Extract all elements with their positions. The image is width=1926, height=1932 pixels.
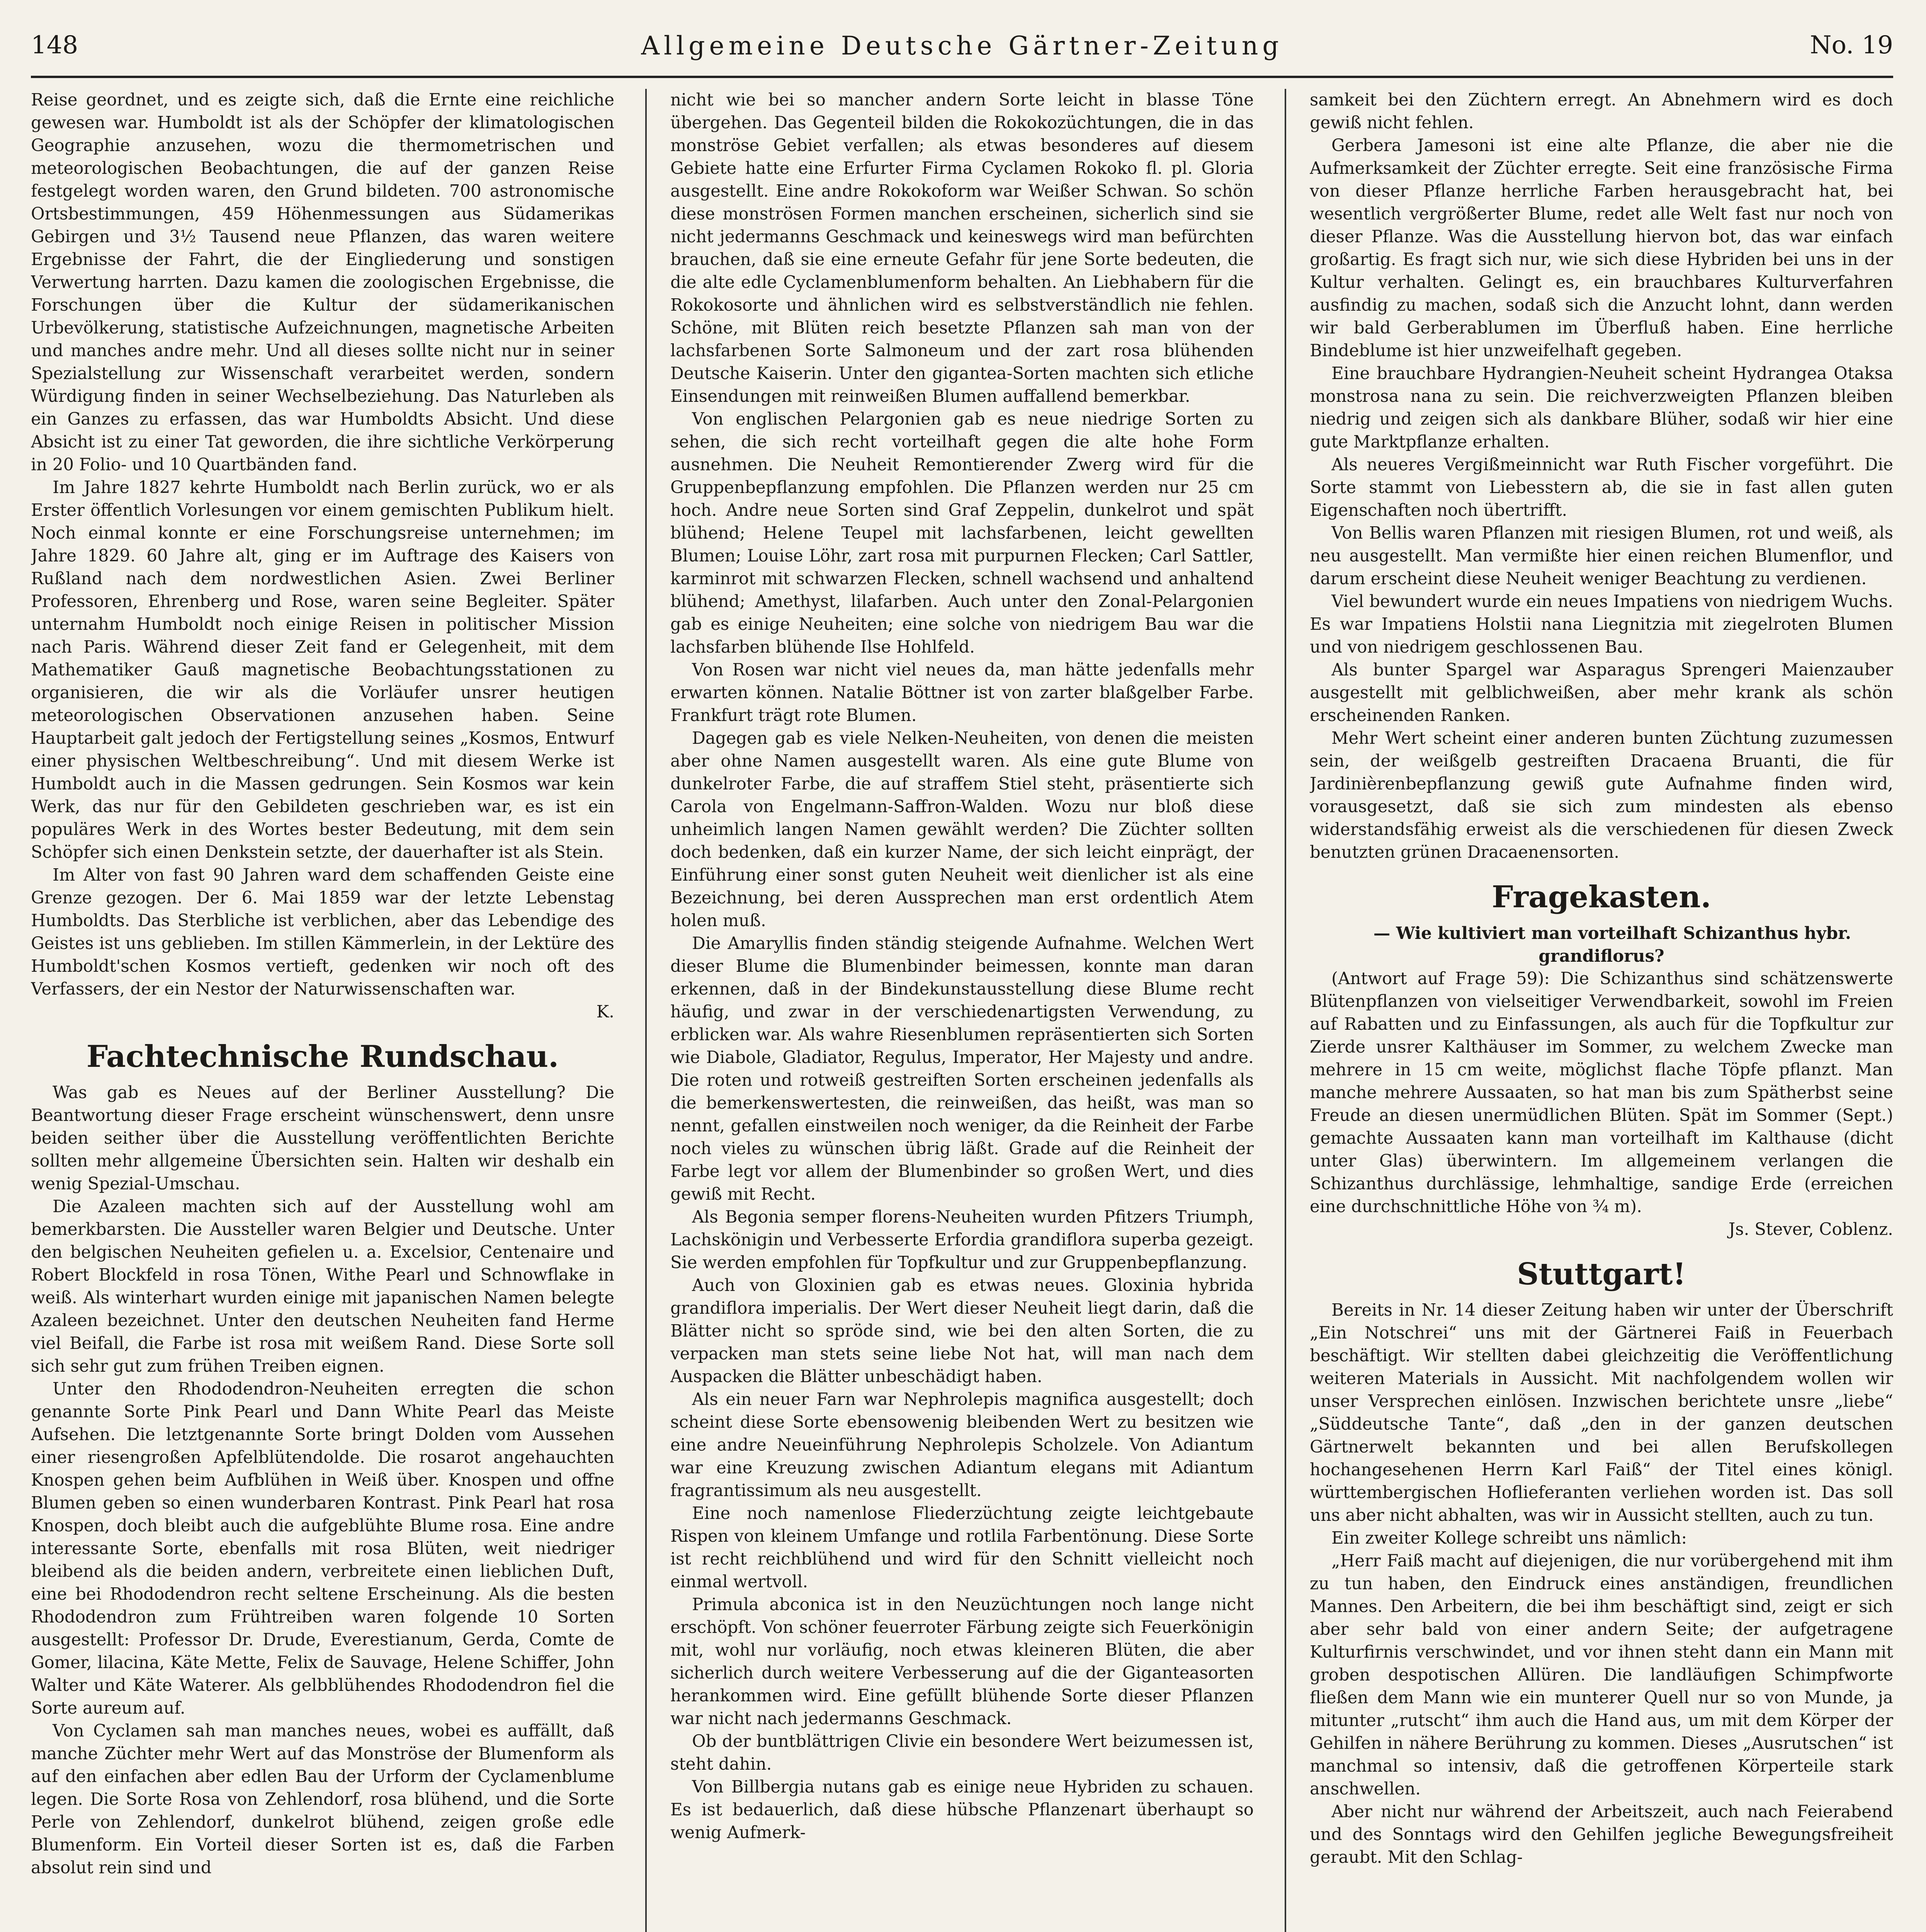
- column-divider: [1285, 89, 1286, 1932]
- paragraph: Aber nicht nur während der Arbeitszeit, auch nach Feierabend und des Sonntags wird den Gehilfen jegliche Bewegungsfreiheit geraubt. Mit den Schlag-: [1310, 1802, 1893, 1867]
- paragraph: Von Billbergia nutans gab es einige neue Hybriden zu schauen. Es ist bedauerlich, daß diese hübsche Pflanzenart überhaupt so wenig Aufmerk-: [670, 1777, 1254, 1842]
- header-rule: [31, 76, 1893, 78]
- paragraph: Auch von Gloxinien gab es etwas neues. Gloxinia hybrida grandiflora imperialis. Der Wert dieser Neuheit liegt darin, daß die Blätter nicht so spröde sind, wie bei den alten Sorten, die zu verpacken man stets seine liebe Not hat, will man nach dem Auspacken die Blätter unbeschädigt haben.: [670, 1276, 1254, 1386]
- paragraph: Eine brauchbare Hydrangien-Neuheit scheint Hydrangea Otaksa monstrosa nana zu sein. Die reichverzweigten Pflanzen bleiben niedrig und zeigen sich als dankbare Blüher, sodaß wir hier eine gute Marktpflanze erhalten.: [1310, 364, 1893, 452]
- column-2: [670, 89, 1254, 1932]
- paragraph: Primula abconica ist in den Neuzüchtungen noch lange nicht erschöpft. Von schöner feuerroter Färbung zeigte sich Feuerkönigin mit, wohl nur vorläufig, noch etwas kleineren Blüten, die aber sicherlich durch weitere Verbesserung auf die der Giganteasorten herankommen wird. Eine gefüllt blühende Sorte dieser Pflanzen war nicht nach jedermanns Geschmack.: [670, 1595, 1254, 1728]
- paragraph: Ob der buntblättrigen Clivie ein besondere Wert beizumessen ist, steht dahin.: [670, 1732, 1254, 1774]
- reader-question: — Wie kultiviert man vorteilhaft Schizanthus hybr. grandiflorus?: [1373, 923, 1851, 966]
- paragraph: Als ein neuer Farn war Nephrolepis magnifica ausgestellt; doch scheint diese Sorte ebensowenig bleibenden Wert zu besitzen wie eine andre Neueinführung Nephrolepis Scholzele. Von Adiantum war eine Kreuzung zwischen Adiantum elegans mit Adiantum fragrantissimum als neu ausgestellt.: [670, 1390, 1254, 1500]
- column-divider: [645, 89, 647, 1932]
- paragraph: Gerbera Jamesoni ist eine alte Pflanze, die aber nie die Aufmerksamkeit der Züchter erregte. Seit eine französische Firma von dieser Pflanze herrliche Farben herausgebracht hat, bei wesentlich vergrößerter Blume, redet alle Welt fast nur noch von dieser Pflanze. Was die Ausstellung hiervon bot, das war einfach großartig. Es fragt sich nur, wie sich diese Hybriden bei uns in der Kultur verhalten. Gelingt es, ein brauchbares Kulturverfahren ausfindig zu machen, sodaß sich die Anzucht lohnt, dann werden wir bald Gerberablumen im Überfluß haben. Eine herrliche Bindeblume ist hier unzweifelhaft gegeben.: [1310, 136, 1893, 361]
- paragraph: Die Azaleen machten sich auf der Ausstellung wohl am bemerkbarsten. Die Aussteller waren Belgier und Deutsche. Unter den belgischen Neuheiten gefielen u. a. Excelsior, Centenaire und Robert Blockfeld in rosa Tönen, Withe Pearl und Schnowflake in weiß. Als winterhart wurden einige mit japanischen Namen belegte Azaleen bezeichnet. Unter den deutschen Neuheiten fand Herme viel Beifall, die Farbe ist rosa mit weißem Rand. Diese Sorte soll sich sehr gut zum frühen Treiben eignen.: [31, 1197, 614, 1376]
- column-3: [1310, 89, 1893, 1932]
- paragraph: (Antwort auf Frage 59): Die Schizanthus sind schätzenswerte Blütenpflanzen von vielseitiger Verwendbarkeit, sowohl im Freien auf Rabatten und zu Einfassungen, als auch für die Topfkultur zur Zierde unsrer Kalthäuser im Sommer, zu welchem Zwecke man mehrere in 15 cm weite, möglichst flache Töpfe pflanzt. Man manche mehrere Aussaaten, so hat man bis zum Spätherbst seine Freude an diesen unermüdlichen Blüten. Spät im Sommer (Sept.) gemachte Aussaaten kann man vorteilhaft im Kalthause (dicht unter Glas) überwintern. Im allgemeinem verlangen die Schizanthus durchlässige, lehmhaltige, sandige Erde (erreichen eine durchschnittliche Höhe von ¾ m).: [1310, 969, 1893, 1216]
- paragraph: Reise geordnet, und es zeigte sich, daß die Ernte eine reichliche gewesen war. Humboldt ist als der Schöpfer der klimatologischen Geographie anzusehen, wozu die thermometrischen und meteorologischen Beobachtungen, die auf der ganzen Reise festgelegt worden waren, den Grund bildeten. 700 astronomische Ortsbestimmungen, 459 Höhenmessungen aus Südamerikas Gebirgen und 3½ Tausend neue Pflanzen, das waren weitere Ergebnisse der Fahrt, die der Eingliederung und sonstigen Verwertung harrten. Dazu kamen die zoologischen Ergebnisse, die Forschungen über die Kultur der südamerikanischen Urbevölkerung, statistische Aufzeichnungen, magnetische Arbeiten und manches andre mehr. Und all dieses sollte nicht nur in seiner Spezialstellung zur Wissenschaft verarbeitet werden, sondern Würdigung finden in seiner Wechselbeziehung. Das Naturleben als ein Ganzes zu erfassen, das war Humboldts Absicht. Und diese Absicht ist zu einer Tat geworden, die ihre sichtliche Verkörperung in 20 Folio- und 10 Quartbänden fand.: [31, 90, 614, 474]
- paragraph: Unter den Rhododendron-Neuheiten erregten die schon genannte Sorte Pink Pearl und Dann White Pearl das Meiste Aufsehen. Die letztgenannte Sorte bringt Dolden vom Aussehen einer riesengroßen Apfelblütendolde. Die rosarot angehauchten Knospen gehen beim Aufblühen in Weiß über. Knospen und offne Blumen geben so einen wunderbaren Kontrast. Pink Pearl hat rosa Knospen, doch bleibt auch die aufgeblühte Blume rosa. Eine andre interessante Sorte, ebenfalls mit rosa Blüten, weit niedriger bleibend als die beiden andern, verbreitete einen lieblichen Duft, eine bei Rhododendron recht seltene Erscheinung. Als die besten Rhododendron zum Frühtreiben waren folgende 10 Sorten ausgestellt: Professor Dr. Drude, Everestianum, Gerda, Comte de Gomer, lilacina, Käte Mette, Felix de Sauvage, Helene Schiffer, John Walter und Käte Waterer. Als gelbblühendes Rhododendron fiel die Sorte aureum auf.: [31, 1379, 614, 1718]
- paragraph: Im Jahre 1827 kehrte Humboldt nach Berlin zurück, wo er als Erster öffentlich Vorlesungen vor einem gemischten Publikum hielt. Noch einmal konnte er eine Forschungsreise unternehmen; im Jahre 1829. 60 Jahre alt, ging er im Auftrage des Kaisers von Rußland nach dem nordwestlichen Asien. Zwei Berliner Professoren, Ehrenberg und Rose, waren seine Begleiter. Später unternahm Humboldt noch einige Reisen in politischer Mission nach Paris. Während dieser Zeit fand er Gelegenheit, mit dem Mathematiker Gauß magnetische Beobachtungsstationen zu organisieren, die wir als die Vorläufer unsrer heutigen meteorologischen Observationen anzusehen haben. Seine Hauptarbeit galt jedoch der Fertigstellung seines „Kosmos, Entwurf einer physischen Weltbeschreibung“. Und mit diesem Werke ist Humboldt auch in die Massen gedrungen. Sein Kosmos war kein Werk, das nur für den Gebildeten geschrieben war, es ist ein populäres Werk in des Wortes bester Bedeutung, mit dem sein Schöpfer sich einen Denkstein setzte, der dauerhafter ist als Stein.: [31, 478, 614, 862]
- paragraph: Viel bewundert wurde ein neues Impatiens von niedrigem Wuchs. Es war Impatiens Holstii nana Liegnitzia mit ziegelroten Blumen und von niedrigem geschlossenen Bau.: [1310, 592, 1893, 657]
- author-signature: Js. Stever, Coblenz.: [1728, 1220, 1893, 1239]
- newspaper-title: Allgemeine Deutsche Gärtner-Zeitung: [641, 31, 1283, 61]
- paragraph: Im Alter von fast 90 Jahren ward dem schaffenden Geiste eine Grenze gezogen. Der 6. Mai 1859 war der letzte Lebenstag Humboldts. Das Sterbliche ist verblichen, aber das Lebendige des Geistes ist uns geblieben. Im stillen Kämmerlein, in der Lektüre des Humboldt'schen Kosmos vertieft, gedenken wir noch oft des Verfassers, der ein Nestor der Naturwissenschaften war.: [31, 866, 614, 999]
- paragraph: Was gab es Neues auf der Berliner Ausstellung? Die Beantwortung dieser Frage erscheint wünschenswert, denn unsre beiden seither über die Ausstellung veröffentlichten Berichte sollten mehr allgemeine Übersichten sein. Halten wir deshalb ein wenig Spezial-Umschau.: [31, 1083, 614, 1194]
- paragraph: Von Bellis waren Pflanzen mit riesigen Blumen, rot und weiß, als neu ausgestellt. Man vermißte hier einen reichen Blumenflor, und darum erscheint diese Neuheit weniger Beachtung zu verdienen.: [1310, 524, 1893, 588]
- paragraph: Bereits in Nr. 14 dieser Zeitung haben wir unter der Überschrift „Ein Notschrei“ uns mit der Gärtnerei Faiß in Feuerbach beschäftigt. Wir stellten dabei gleichzeitig die Veröffentlichung weiteren Materials in Aussicht. Mit nachfolgendem wollen wir unser Versprechen einlösen. Inzwischen berichtete unsre „liebe“ „Süddeutsche Tante“, daß „den in der ganzen deutschen Gärtnerwelt bekannten und bei allen Berufskollegen hochangesehenen Herrn Karl Faiß“ der Titel eines königl. württembergischen Hoflieferanten verliehen worden ist. Das soll uns aber nicht abhalten, was wir in Aussicht stellten, auch zu tun.: [1310, 1301, 1893, 1525]
- paragraph: Mehr Wert scheint einer anderen bunten Züchtung zuzumessen sein, der weißgelb gestreiften Dracaena Bruanti, die für Jardinièrenbepflanzung gewiß gute Aufnahme finden wird, vorausgesetzt, daß sie sich zum mindesten als ebenso widerstandsfähig erweist als die verschiedenen für diesen Zweck benutzten grünen Dracaenensorten.: [1310, 729, 1893, 862]
- issue-number: No. 19: [1810, 31, 1893, 60]
- paragraph: Dagegen gab es viele Nelken-Neuheiten, von denen die meisten aber ohne Namen ausgestellt waren. Als eine gute Blume von dunkelroter Farbe, die auf straffem Stiel steht, präsentierte sich Carola von Engelmann-Saffron-Walden. Wozu nur bloß diese unheimlich langen Namen gewählt werden? Die Züchter sollten doch bedenken, daß ein kurzer Name, der sich leicht einprägt, der Einführung einer sonst guten Neuheit weit dienlicher ist als eine Bezeichnung, bei deren Aussprechen man erst ordentlich Atem holen muß.: [670, 729, 1254, 930]
- page-header: [31, 27, 1893, 73]
- section-heading: Stuttgart!: [1517, 1257, 1686, 1292]
- paragraph: Die Amaryllis finden ständig steigende Aufnahme. Welchen Wert dieser Blume die Blumenbinder beimessen, konnte man daran erkennen, daß in der Bindekunstausstellung diese Blume recht häufig, und zwar in der verschiedenartigsten Verwendung, zu erblicken war. Als wahre Riesenblumen repräsentierten sich Sorten wie Diabole, Gladiator, Regulus, Imperator, Her Majesty und andre. Die roten und rotweiß gestreiften Sorten erscheinen jedenfalls als die bemerkenswertesten, die reinweißen, das heißt, was man so nennt, gefallen einstweilen noch weniger, da die Reinheit der Farbe noch vieles zu wünschen übrig läßt. Grade auf die Reinheit der Farbe legt vor allem der Blumenbinder so großen Wert, und dies gewiß mit Recht.: [670, 934, 1254, 1204]
- paragraph: „Herr Faiß macht auf diejenigen, die nur vorübergehend mit ihm zu tun haben, den Eindruck eines anständigen, freundlichen Mannes. Den Arbeitern, die bei ihm beschäftigt sind, zeigt er sich aber sehr bald von einer andern Seite; der aufgetragene Kulturfirnis verschwindet, und vor ihnen steht dann ein Mann mit groben despotischen Allüren. Die landläufigen Schimpfworte fließen dem Mann wie ein munterer Quell nur so von Munde, ja mitunter „rutscht“ ihm auch die Hand aus, um mit dem Körper der Gehilfen in nähere Berührung zu kommen. Dieses „Ausrutschen“ ist manchmal so intensiv, daß die getroffenen Körperteile stark anschwellen.: [1310, 1551, 1893, 1799]
- author-signature: K.: [596, 1002, 614, 1022]
- paragraph: Als bunter Spargel war Asparagus Sprengeri Maienzauber ausgestellt mit gelblichweißen, aber mehr krank als schön erscheinenden Ranken.: [1310, 660, 1893, 725]
- paragraph: samkeit bei den Züchtern erregt. An Abnehmern wird es doch gewiß nicht fehlen.: [1310, 90, 1893, 133]
- column-1: [31, 89, 614, 1932]
- paragraph: Von englischen Pelargonien gab es neue niedrige Sorten zu sehen, die sich recht vorteilhaft gegen die alte hohe Form ausnehmen. Die Neuheit Remontierender Zwerg wird für die Gruppenbepflanzung empfohlen. Die Pflanzen werden nur 25 cm hoch. Andre neue Sorten sind Graf Zeppelin, dunkelrot und spät blühend; Helene Teupel mit lachsfarbenen, leicht gewellten Blumen; Louise Löhr, zart rosa mit purpurnen Flecken; Carl Sattler, karminrot mit schwarzen Flecken, schnell wachsend und anhaltend blühend; Amethyst, lilafarben. Auch unter den Zonal-Pelargonien gab es einige Neuheiten; eine solche von niedrigem Bau war die lachsfarben blühende Ilse Hohlfeld.: [670, 410, 1254, 657]
- paragraph: nicht wie bei so mancher andern Sorte leicht in blasse Töne übergehen. Das Gegenteil bilden die Rokokozüchtungen, die in das monströse Gebiet verfallen; als etwas besonderes auf diesem Gebiete hatte eine Erfurter Firma Cyclamen Rokoko fl. pl. Gloria ausgestellt. Eine andre Rokokoform war Weißer Schwan. So schön diese monströsen Formen manchen erscheinen, sicherlich sind sie nicht jedermanns Geschmack und keineswegs wird man befürchten brauchen, daß sie eine erneute Gefahr für jene Sorte bedeuten, die die alte edle Cyclamenblumenform behalten. An Liebhabern für die Rokokosorte und ähnlichen wird es selbstverständlich nie fehlen. Schöne, mit Blüten reich besetzte Pflanzen sah man von der lachsfarbenen Sorte Salmoneum und der zart rosa blühenden Deutsche Kaiserin. Unter den gigantea-Sorten machten sich etliche Einsendungen mit reinweißen Blumen auffallend bemerkbar.: [670, 90, 1254, 406]
- page-number: 148: [31, 31, 78, 60]
- section-heading: Fragekasten.: [1492, 879, 1711, 915]
- paragraph: Ein zweiter Kollege schreibt uns nämlich:: [1331, 1529, 1687, 1548]
- section-heading: Fachtechnische Rundschau.: [86, 1039, 559, 1074]
- paragraph: Von Cyclamen sah man manches neues, wobei es auffällt, daß manche Züchter mehr Wert auf das Monströse der Blumenform als auf den einfachen aber edlen Bau der Urform der Cyclamenblume legen. Die Sorte Rosa von Zehlendorf, rosa blühend, und die Sorte Perle von Zehlendorf, dunkelrot blühend, zeigen große edle Blumenform. Ein Vorteil dieser Sorten ist es, daß die Farben absolut rein sind und: [31, 1721, 614, 1878]
- paragraph: Eine noch namenlose Fliederzüchtung zeigte leichtgebaute Rispen von kleinem Umfange und rotlila Farbentönung. Diese Sorte ist recht reichblühend und wird für den Schnitt vielleicht noch einmal wertvoll.: [670, 1504, 1254, 1592]
- paragraph: Als Begonia semper florens-Neuheiten wurden Pfitzers Triumph, Lachskönigin und Verbesserte Erfordia grandiflora superba gezeigt. Sie werden empfohlen für Topfkultur und zur Gruppenbepflanzung.: [670, 1208, 1254, 1272]
- paragraph: Von Rosen war nicht viel neues da, man hätte jedenfalls mehr erwarten können. Natalie Böttner ist von zarter blaßgelber Farbe. Frankfurt trägt rote Blumen.: [670, 660, 1254, 725]
- paragraph: Als neueres Vergißmeinnicht war Ruth Fischer vorgeführt. Die Sorte stammt von Liebesstern ab, die sie in fast allen guten Eigenschaften noch übertrifft.: [1310, 455, 1893, 520]
